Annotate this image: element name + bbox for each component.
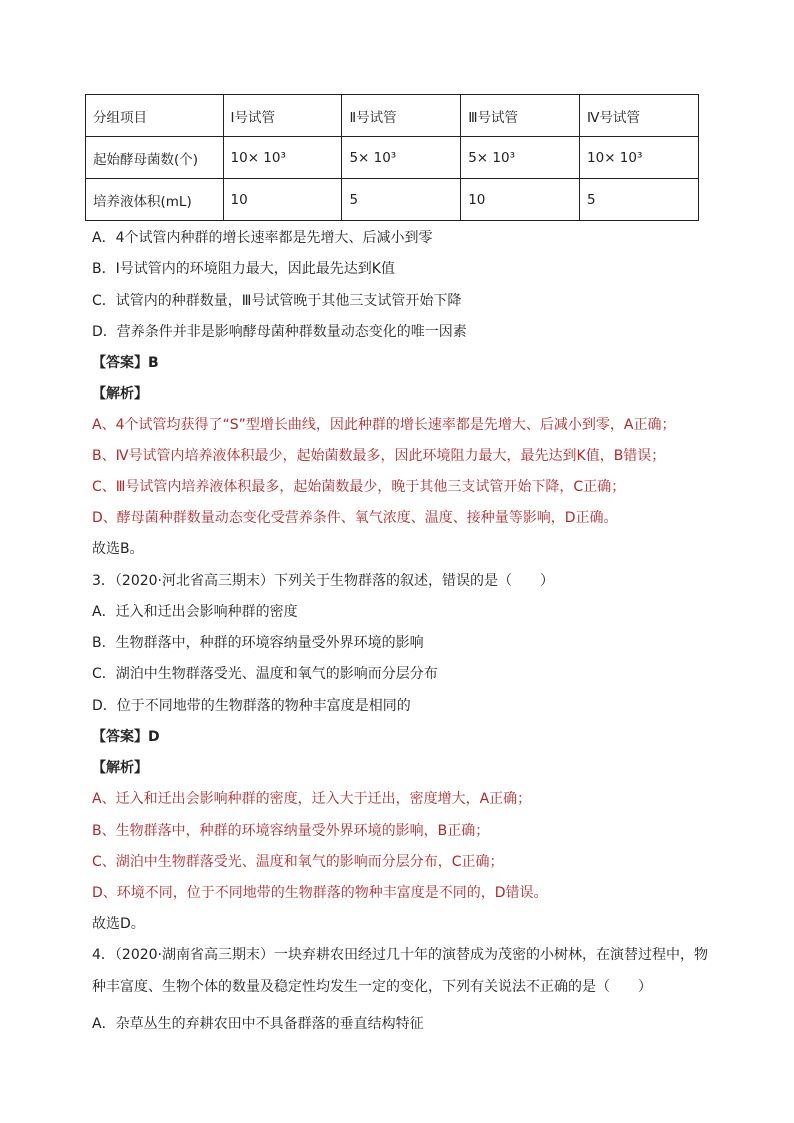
q2-option-d: D．营养条件并非是影响酵母菌种群数量动态变化的唯一因素: [92, 324, 467, 340]
q2-analysis-d: D、酵母菌种群数量动态变化受营养条件、氧气浓度、温度、接种量等影响，D正确。: [92, 510, 618, 526]
q3-conclusion: 故选D。: [92, 916, 145, 932]
q4-stem-line-1: 4．（2020·湖南省高三期末）一块弃耕农田经过几十年的演替成为茂密的小树林，在演替过程中，物: [92, 947, 708, 963]
table-cell: 10× 10³: [580, 137, 699, 179]
q3-stem: 3．（2020·河北省高三期末）下列关于生物群落的叙述，错误的是（ ）: [92, 573, 554, 589]
table-row: [86, 179, 699, 221]
q3-option-d: D．位于不同地带的生物群落的物种丰富度是相同的: [92, 698, 411, 714]
table-header-cell: Ⅱ号试管: [342, 95, 461, 137]
q3-option-c: C．湖泊中生物群落受光、温度和氧气的影响而分层分布: [92, 666, 438, 682]
q2-analysis-a: A、4个试管均获得了“S”型增长曲线，因此种群的增长速率都是先增大、后减小到零，A正确；: [92, 417, 676, 433]
q3-option-b: B．生物群落中，种群的环境容纳量受外界环境的影响: [92, 635, 424, 651]
q2-answer: 【答案】B: [92, 355, 159, 371]
table-header-row: [86, 95, 699, 137]
table-cell: 5: [580, 179, 699, 221]
table-cell: 培养液体积(mL): [86, 179, 224, 221]
q4-stem-line-2: 种丰富度、生物个体的数量及稳定性均发生一定的变化，下列有关说法不正确的是（ ）: [92, 979, 652, 995]
q2-option-c: C．试管内的种群数量，Ⅲ号试管晚于其他三支试管开始下降: [92, 293, 462, 309]
table-cell: 5× 10³: [461, 137, 580, 179]
table-cell: 起始酵母菌数(个): [86, 137, 224, 179]
table-cell: 10: [461, 179, 580, 221]
q2-analysis-heading: 【解析】: [92, 386, 148, 402]
q3-option-a: A．迁入和迁出会影响种群的密度: [92, 604, 298, 620]
q2-option-b: B．Ⅰ号试管内的环境阻力最大，因此最先达到K值: [92, 261, 395, 277]
table-header-cell: Ⅰ号试管: [223, 95, 342, 137]
q3-analysis-c: C、湖泊中生物群落受光、温度和氧气的影响而分层分布，C正确；: [92, 854, 504, 870]
q3-analysis-a: A、迁入和迁出会影响种群的密度，迁入大于迁出，密度增大，A正确；: [92, 791, 532, 807]
q3-analysis-b: B、生物群落中，种群的环境容纳量受外界环境的影响，B正确；: [92, 823, 490, 839]
q3-answer: 【答案】D: [92, 729, 160, 745]
experiment-table: [85, 94, 699, 221]
table-header-cell: Ⅳ号试管: [580, 95, 699, 137]
table-header-cell: 分组项目: [86, 95, 224, 137]
table-header-cell: Ⅲ号试管: [461, 95, 580, 137]
table-row: [86, 137, 699, 179]
q2-analysis-b: B、Ⅳ号试管内培养液体积最少，起始菌数最多，因此环境阻力最大，最先达到K值，B错误；: [92, 448, 666, 464]
q2-conclusion: 故选B。: [92, 541, 144, 557]
table-cell: 5× 10³: [342, 137, 461, 179]
table-cell: 5: [342, 179, 461, 221]
table-cell: 10× 10³: [223, 137, 342, 179]
q2-option-a: A．4个试管内种群的增长速率都是先增大、后减小到零: [92, 230, 433, 246]
q2-analysis-c: C、Ⅲ号试管内培养液体积最多，起始菌数最少，晚于其他三支试管开始下降，C正确；: [92, 479, 626, 495]
q4-option-a: A．杂草丛生的弃耕农田中不具备群落的垂直结构特征: [92, 1016, 424, 1032]
q3-analysis-d: D、环境不同，位于不同地带的生物群落的物种丰富度是不同的，D错误。: [92, 885, 548, 901]
q3-analysis-heading: 【解析】: [92, 760, 148, 776]
table-cell: 10: [223, 179, 342, 221]
